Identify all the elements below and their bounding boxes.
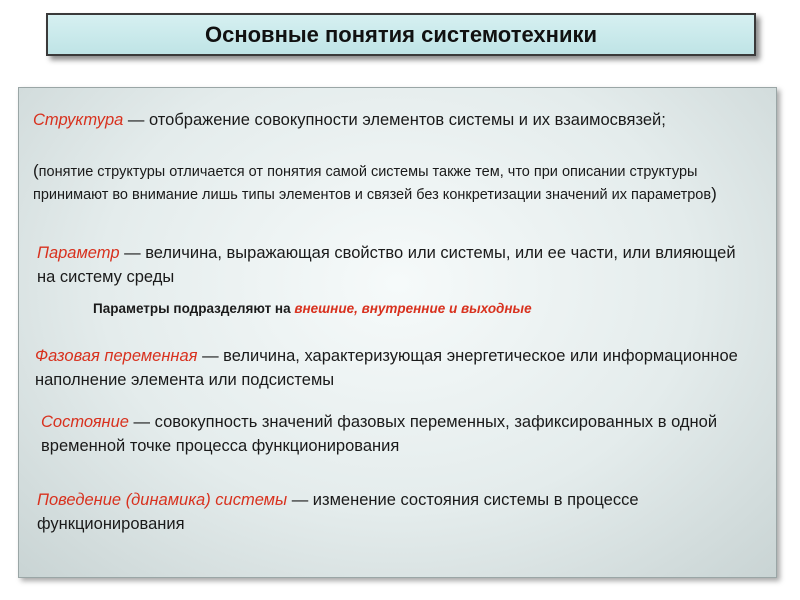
structure-note-text: понятие структуры отличается от понятия самой системы также тем, что при описании структуры принимают во внимание лишь типы элементов и связей без конкретизации значений их параметров [33, 164, 712, 203]
state-definition-text: — совокупность значений фазовых переменных, зафиксированных в одной временной точке процесса функционирования [41, 413, 718, 455]
parameter-types-prefix: Параметры подразделяют на [93, 301, 295, 316]
behavior-term: Поведение (динамика) системы [37, 491, 288, 509]
slide-title: Основные понятия системотехники [204, 21, 597, 47]
phase-variable-definition-text: — величина, характеризующая энергетическое или информационное наполнение элемента или подсистемы [35, 347, 738, 389]
content-panel [18, 87, 777, 578]
structure-note-close: ) [711, 184, 717, 203]
phase-variable-definition [35, 344, 755, 392]
parameter-definition-text: — величина, выражающая свойство или системы, или ее части, или влияющей на систему среды [37, 244, 736, 286]
title-banner [46, 13, 756, 56]
phase-variable-term: Фазовая переменная [35, 347, 198, 365]
structure-note [33, 160, 763, 206]
state-definition [41, 410, 761, 458]
parameter-types-list: внешние, внутренние и выходные [294, 301, 532, 316]
structure-definition [33, 110, 753, 131]
state-term: Состояние [41, 413, 129, 431]
structure-term: Структура [33, 111, 124, 129]
structure-definition-text: — отображение совокупности элементов системы и их взаимосвязей; [123, 111, 666, 129]
parameter-term: Параметр [37, 244, 120, 262]
parameter-definition [37, 241, 757, 289]
behavior-definition [37, 488, 757, 536]
behavior-definition-text: — изменение состояния системы в процессе функционирования [37, 491, 639, 533]
parameter-types [93, 301, 733, 316]
structure-note-open: ( [33, 161, 39, 180]
